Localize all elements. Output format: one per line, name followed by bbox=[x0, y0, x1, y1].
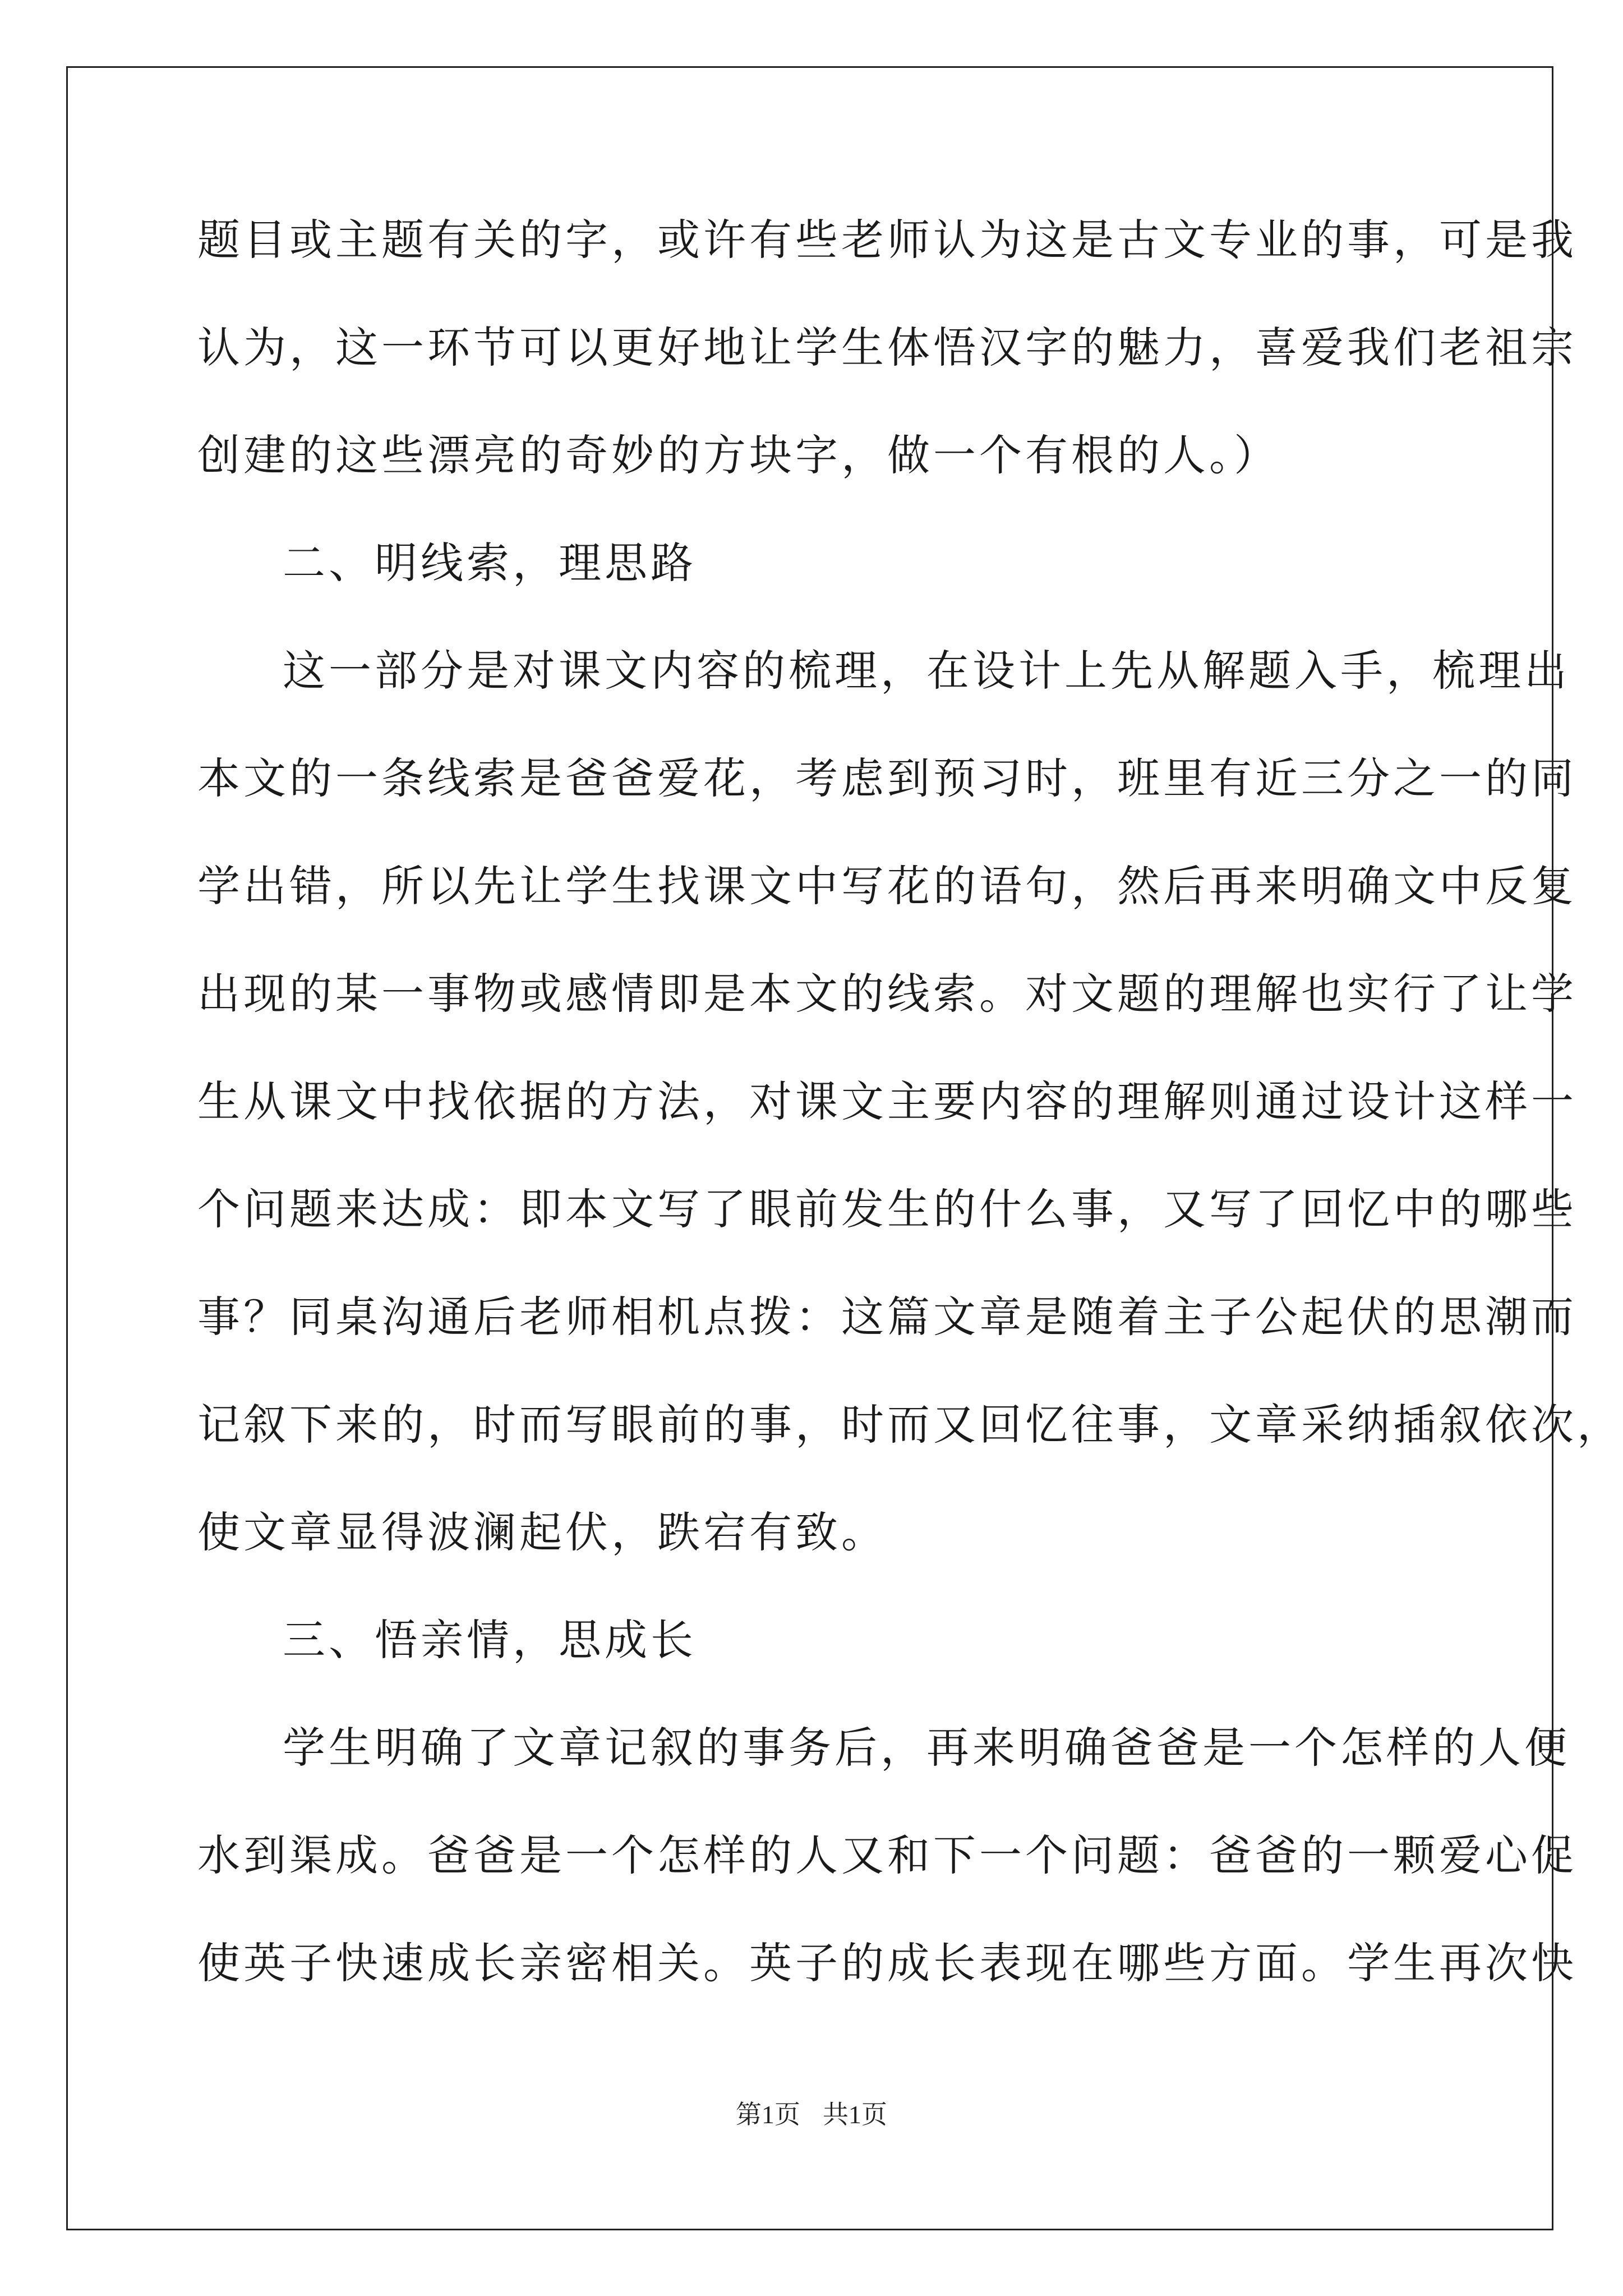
text-line: 题目或主题有关的字，或许有些老师认为这是古文专业的事，可是我 bbox=[197, 215, 1577, 265]
text-line: 这一部分是对课文内容的梳理，在设计上先从解题入手，梳理出 bbox=[283, 646, 1570, 696]
text-line: 认为，这一环节可以更好地让学生体悟汉字的魅力，喜爱我们老祖宗 bbox=[197, 323, 1577, 372]
text-line: 使文章显得波澜起伏，跌宕有致。 bbox=[197, 1507, 887, 1557]
page-total: 共1页 bbox=[823, 2100, 887, 2129]
page-number: 第1页 bbox=[736, 2100, 800, 2129]
text-line: 三、悟亲情，思成长 bbox=[283, 1615, 697, 1665]
text-line: 生从课文中找依据的方法，对课文主要内容的理解则通过设计这样一 bbox=[197, 1076, 1577, 1126]
text-line: 记叙下来的，时而写眼前的事，时而又回忆往事，文章采纳插叙依次， bbox=[197, 1400, 1623, 1450]
text-line: 水到渠成。爸爸是一个怎样的人又和下一个问题：爸爸的一颗爱心促 bbox=[197, 1830, 1577, 1880]
text-line: 事？同桌沟通后老师相机点拨：这篇文章是随着主子公起伏的思潮而 bbox=[197, 1292, 1577, 1342]
text-line: 个问题来达成：即本文写了眼前发生的什么事，又写了回忆中的哪些 bbox=[197, 1184, 1577, 1234]
text-line: 二、明线索，理思路 bbox=[283, 538, 697, 588]
page-footer bbox=[0, 2098, 1623, 2132]
text-line: 使英子快速成长亲密相关。英子的成长表现在哪些方面。学生再次快 bbox=[197, 1938, 1577, 1988]
text-line: 创建的这些漂亮的奇妙的方块字，做一个有根的人。） bbox=[197, 430, 1280, 480]
text-line: 学出错，所以先让学生找课文中写花的语句，然后再来明确文中反复 bbox=[197, 861, 1577, 911]
text-line: 学生明确了文章记叙的事务后，再来明确爸爸是一个怎样的人便 bbox=[283, 1723, 1570, 1773]
text-line: 出现的某一事物或感情即是本文的线索。对文题的理解也实行了让学 bbox=[197, 969, 1577, 1019]
document-body bbox=[197, 213, 1623, 2044]
text-line: 本文的一条线索是爸爸爱花，考虑到预习时，班里有近三分之一的同 bbox=[197, 753, 1577, 803]
